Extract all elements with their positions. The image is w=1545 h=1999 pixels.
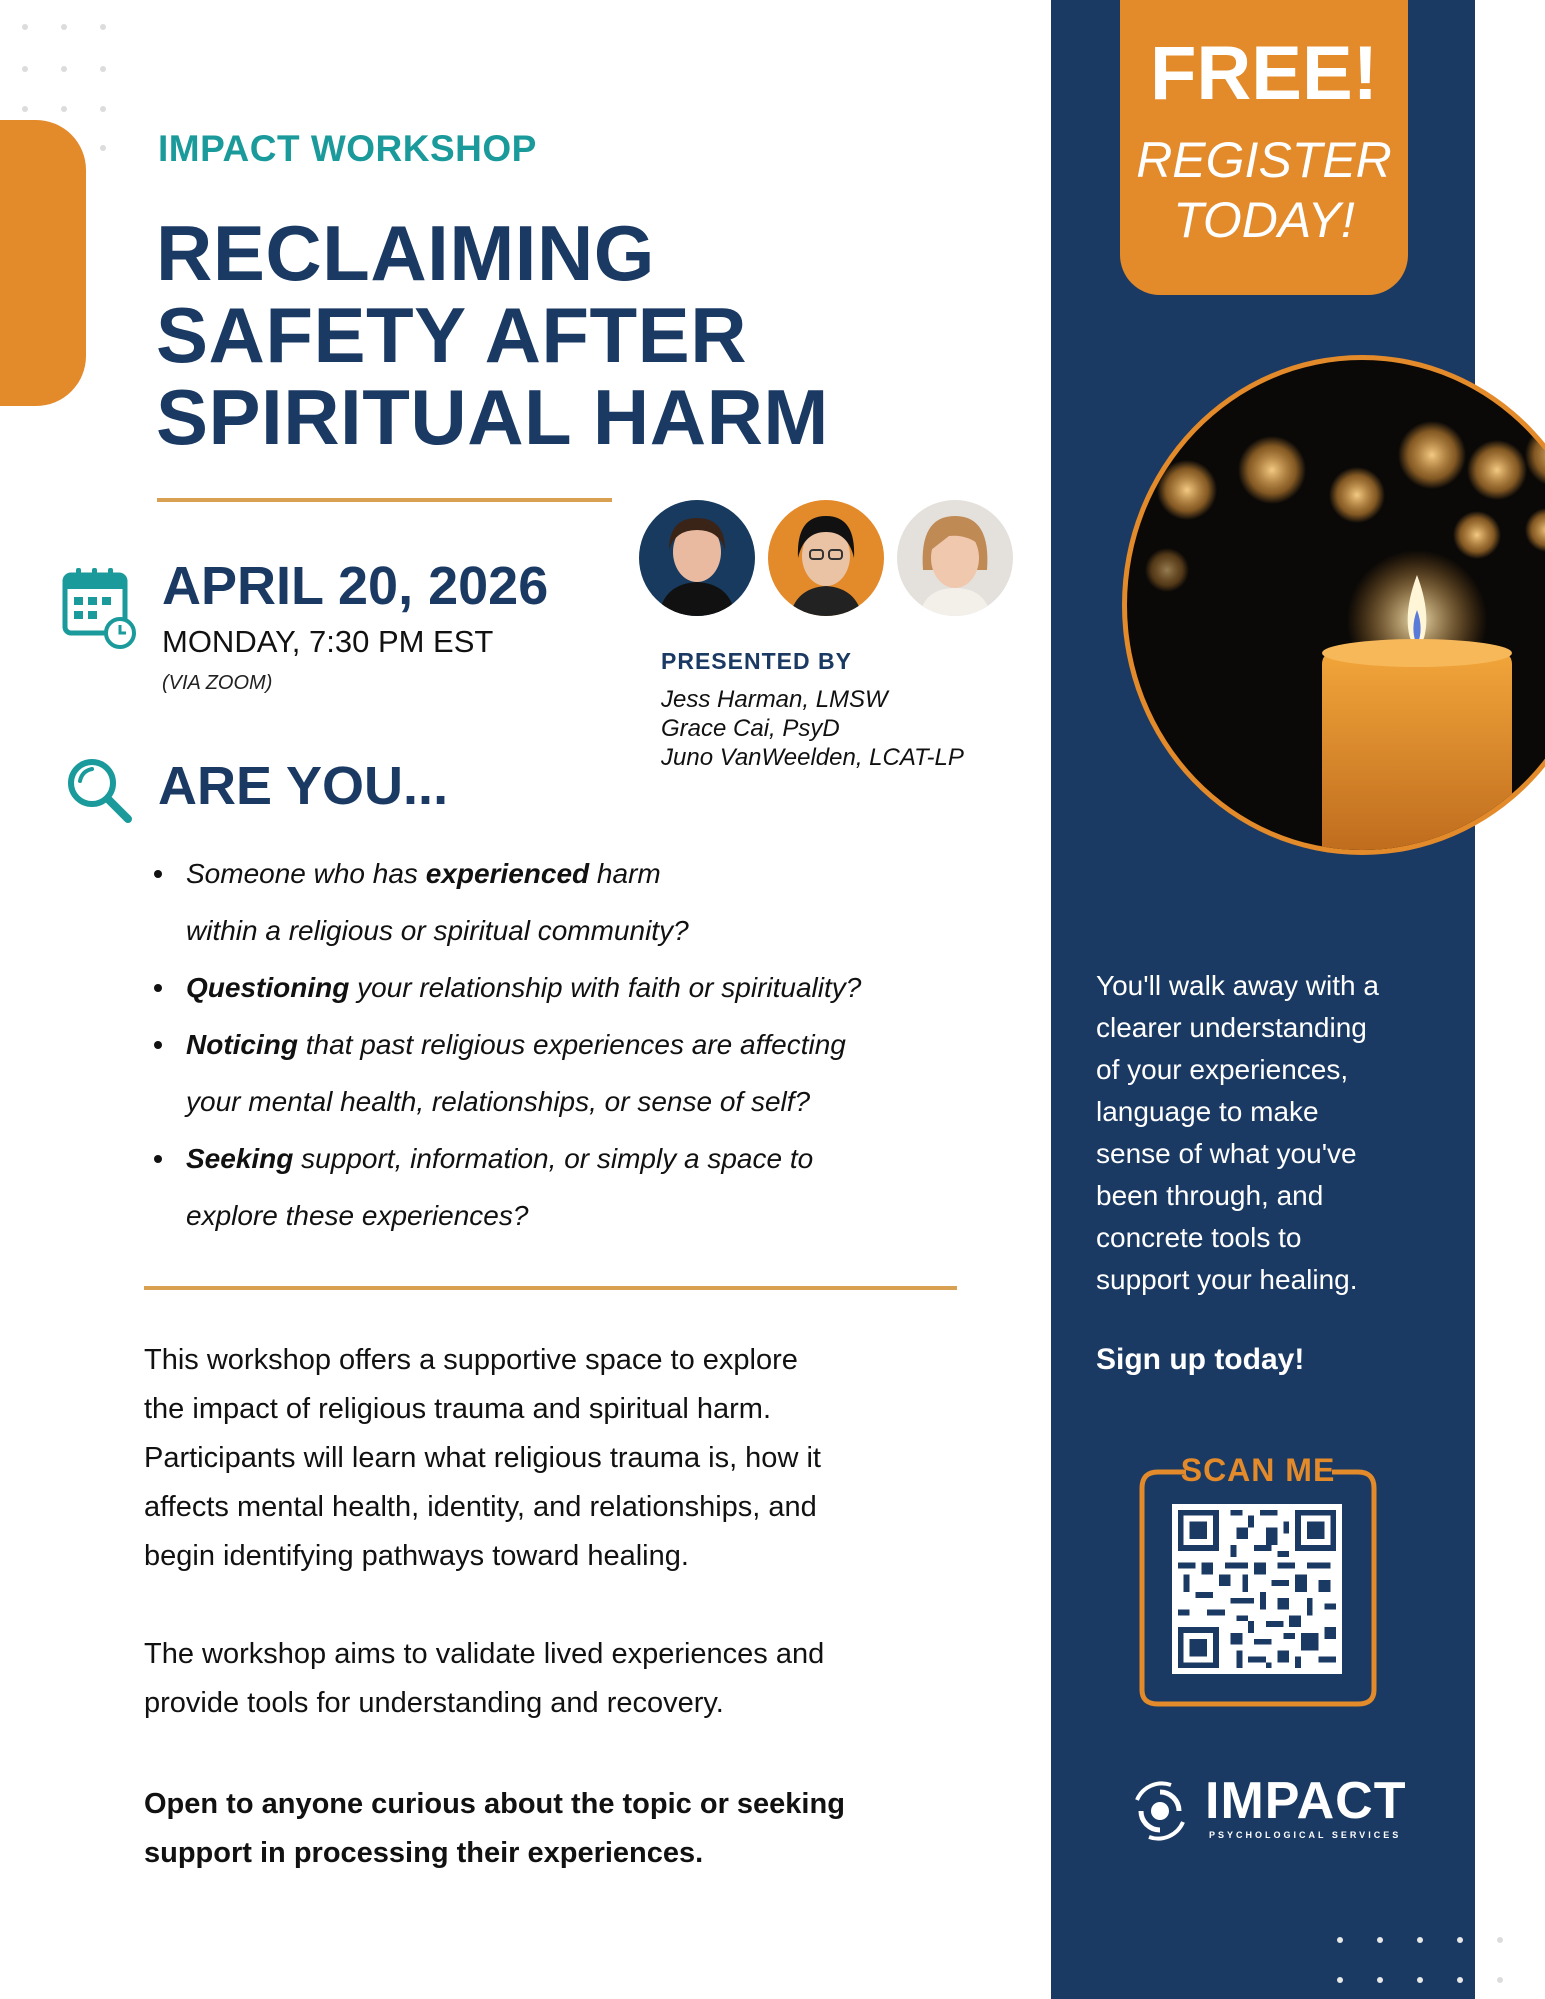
bullet-text: your relationship with faith or spirituality? [349,972,862,1003]
benefit-line: language to make [1096,1096,1319,1127]
bullet-emphasis: Questioning [186,972,350,1003]
list-item [150,1130,980,1244]
presenter-name: Jess Harman, LMSW [661,686,888,713]
magnifier-icon [64,755,134,825]
closing-statement [144,1780,984,1878]
presented-by-heading: PRESENTED BY [661,648,852,674]
presenter-name: Grace Cai, PsyD [661,715,840,742]
page-title [156,209,829,461]
title-divider [157,498,612,502]
impact-logo-icon [1127,1778,1193,1844]
description-line: affects mental health, identity, and relationships, and [144,1491,817,1523]
presenter-photo-juno [897,500,1013,616]
event-date: APRIL 20, 2026 [162,556,549,616]
calendar-clock-icon [62,565,138,649]
presenter-photo-grace [768,500,884,616]
description-line: begin identifying pathways toward healing. [144,1540,689,1572]
free-label: FREE! [1150,31,1378,116]
description-paragraph-1 [144,1336,984,1581]
description-line: support in processing their experiences. [144,1837,704,1869]
description-paragraph-2 [144,1630,984,1728]
workshop-kicker: IMPACT WORKSHOP [158,128,537,169]
bullet-text: Someone who has [186,858,426,889]
impact-logo-subtitle: PSYCHOLOGICAL SERVICES [1209,1830,1402,1840]
presenter-name: Juno VanWeelden, LCAT-LP [661,744,964,771]
register-label [1120,130,1408,250]
benefit-line: been through, and [1096,1180,1324,1211]
bullet-text: explore these experiences? [186,1200,529,1231]
bullet-text: your mental health, relationships, or sense of self? [186,1086,811,1117]
description-line: The workshop aims to validate lived experiences and [144,1638,825,1670]
qr-code[interactable] [1172,1504,1342,1674]
section-divider [144,1286,957,1290]
benefit-line: concrete tools to [1096,1222,1302,1253]
title-line: RECLAIMING [156,209,655,297]
orange-accent-tab [0,120,86,406]
description-line: provide tools for understanding and recovery. [144,1687,724,1719]
bullet-text: that past religious experiences are affecting [298,1029,846,1060]
benefit-line: of your experiences, [1096,1054,1349,1085]
register-line: TODAY! [1173,192,1355,248]
benefit-line: You'll walk away with a [1096,970,1379,1001]
event-time: MONDAY, 7:30 PM EST [162,624,494,659]
description-line: This workshop offers a supportive space to explore [144,1344,798,1376]
bullet-text: within a religious or spiritual community? [186,915,689,946]
benefit-line: clearer understanding [1096,1012,1367,1043]
benefit-line: sense of what you've [1096,1138,1357,1169]
presenter-list [661,685,964,772]
signup-link[interactable]: Sign up today! [1096,1343,1305,1376]
description-line: the impact of religious trauma and spiritual harm. [144,1393,772,1425]
impact-logo-wordmark: IMPACT [1205,1772,1407,1830]
bullet-emphasis: experienced [425,858,590,889]
bullet-emphasis: Seeking [186,1143,294,1174]
register-badge[interactable] [1120,0,1408,295]
are-you-heading: ARE YOU... [158,756,449,816]
benefit-line: support your healing. [1096,1264,1358,1295]
bullet-text: support, information, or simply a space to [293,1143,814,1174]
scan-me-label: SCAN ME [1180,1452,1336,1488]
description-line: Open to anyone curious about the topic or seeking [144,1788,845,1820]
register-line: REGISTER [1136,132,1392,188]
bullet-text: harm [589,858,661,889]
bullet-emphasis: Noticing [186,1029,298,1060]
title-line: SAFETY AFTER [156,291,748,379]
benefits-text [1096,965,1436,1301]
list-item [150,845,980,959]
are-you-list [150,845,980,1244]
presenter-photo-jess [639,500,755,616]
list-item [150,959,980,1016]
list-item [150,1016,980,1130]
event-location: (VIA ZOOM) [162,672,273,694]
title-line: SPIRITUAL HARM [156,373,829,461]
description-line: Participants will learn what religious trauma is, how it [144,1442,821,1474]
